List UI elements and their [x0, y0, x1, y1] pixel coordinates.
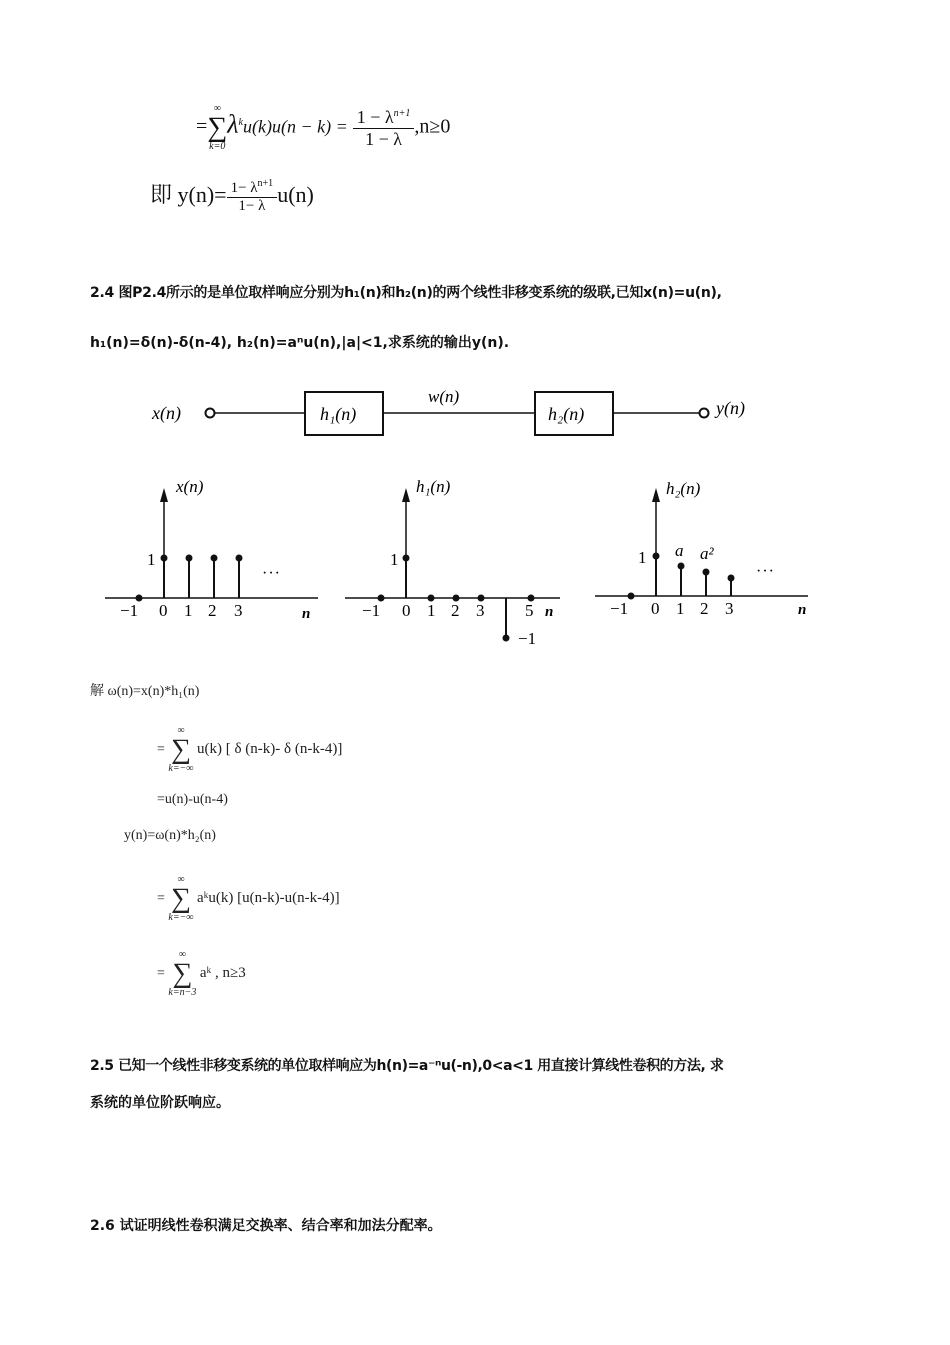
eq1-lambda: λ	[227, 109, 239, 139]
plot-x-stem-dot-2	[211, 555, 218, 562]
equation-y-n	[150, 178, 314, 215]
sol-l5-sum-bottom: k=−∞	[168, 912, 194, 923]
eq2-numerator-exp: n+1	[257, 178, 274, 190]
plot-x-tick-2: 2	[208, 601, 217, 620]
block-diagram	[0, 380, 950, 450]
sol-l5-summation: ∞ ∑ k=−∞	[168, 874, 194, 923]
plot-x-axis-label: n	[302, 606, 311, 622]
plot-x-stem-dot-0	[161, 555, 168, 562]
sol-l6-body: aᵏ , n≥3	[199, 965, 246, 982]
eq1-lambda-exp: k	[238, 116, 243, 128]
eq1-body: u(k)u(n − k) =	[242, 116, 348, 137]
plot-h2-stem-dot-0	[653, 553, 660, 560]
eq1-denominator: 1 − λ	[365, 128, 402, 149]
plot-h2-tick-m1: −1	[610, 599, 629, 618]
plot-x-vaxis-arrow	[160, 488, 168, 502]
plot-h2-unit: 1	[638, 548, 647, 567]
eq1-summation: ∞ ∑ k=0	[207, 103, 228, 152]
plot-x-title: x(n)	[176, 477, 204, 496]
plot-x-tick-0: 0	[159, 601, 168, 620]
plot-x-unit: 1	[147, 550, 156, 569]
eq1-sum-bottom: k=0	[209, 141, 226, 152]
plot-h1-tick-2: 2	[451, 601, 460, 620]
plot-h2-tick-0: 0	[651, 599, 660, 618]
sol-eq-sign-6: =	[157, 966, 165, 982]
plot-h2-stem-dot-2	[703, 569, 710, 576]
block-h1-label: h₁(n)	[320, 404, 357, 424]
eq2-suffix: u(n)	[277, 182, 314, 207]
plot-x-dots: ···	[262, 565, 281, 582]
plot-h2-dots: ···	[756, 563, 775, 580]
plot-h2-axis-label: n	[798, 602, 807, 618]
eq1-sum-top: ∞	[213, 103, 221, 114]
sol-eq-sign-5: =	[157, 891, 165, 907]
sol-l5-sum-top: ∞	[177, 874, 185, 885]
plot-h2-title: h₂(n)	[666, 479, 701, 498]
stem-plots	[0, 470, 950, 655]
eq1-fraction	[353, 107, 415, 150]
plot-x-stem-dot-1	[186, 555, 193, 562]
plot-h1-stem-dot-0	[403, 555, 410, 562]
sol-l2-sum-bottom: k=−∞	[168, 763, 194, 774]
plot-x	[105, 477, 318, 622]
eq1-numerator-exp: n+1	[393, 107, 411, 119]
plot-h1-unit: 1	[390, 550, 399, 569]
plot-h1-tick-5: 5	[525, 601, 534, 620]
solution-line-6	[157, 950, 246, 998]
plot-x-stem-dot-3	[236, 555, 243, 562]
plot-h1-neg-label: −1	[518, 629, 537, 648]
problem-2-5-line-1: 2.5 已知一个线性非移变系统的单位取样响应为h(n)=a⁻ⁿu(-n),0<a<1 用直接计算线性卷积的方法, 求	[90, 1058, 724, 1074]
plot-h2-stem-dot-1	[678, 563, 685, 570]
plot-h2-tick-2: 2	[700, 599, 709, 618]
plot-h2-tick-1: 1	[676, 599, 685, 618]
plot-h1-axis-label: n	[545, 604, 554, 620]
plot-h1-tick-m1: −1	[362, 601, 381, 620]
eq2-fraction	[227, 178, 278, 215]
plot-h1	[345, 477, 560, 648]
eq2-numerator: 1− λ	[230, 180, 258, 197]
equation-sum-result	[196, 104, 450, 152]
sol-l6-sum-bottom: k=n−3	[168, 987, 197, 998]
sol-l6-sum-top: ∞	[178, 949, 186, 960]
problem-2-4-line-1: 2.4 图P2.4所示的是单位取样响应分别为h₁(n)和h₂(n)的两个线性非移变系统的级联,已知x(n)=u(n),	[90, 285, 722, 301]
eq1-numerator: 1 − λ	[356, 106, 394, 127]
sol-l6-summation: ∞ ∑ k=n−3	[168, 949, 197, 998]
plot-h2-a1-label: a	[675, 541, 684, 560]
sol-l5-body: aᵏu(k) [u(n-k)-u(n-k-4)]	[196, 890, 340, 907]
plot-h1-title: h₁(n)	[416, 477, 451, 496]
sol-eq-sign-2: =	[157, 742, 165, 758]
solution-line-4: y(n)=ω(n)*h₂(n)	[124, 828, 216, 843]
diagram-input-label: x(n)	[152, 403, 181, 423]
plot-h2-zero-dot-0	[628, 593, 635, 600]
plot-h2	[595, 479, 808, 618]
output-terminal	[700, 409, 709, 418]
solution-line-3: =u(n)-u(n-4)	[157, 792, 228, 807]
plot-h1-vaxis-arrow	[402, 488, 410, 502]
eq1-lhs: =	[196, 115, 208, 138]
eq2-denominator: 1− λ	[238, 198, 266, 215]
diagram-output-label: y(n)	[716, 398, 745, 418]
plot-x-tick-m1: −1	[120, 601, 139, 620]
solution-line-1: 解 ω(n)=x(n)*h₁(n)	[90, 684, 200, 699]
sol-l2-body: u(k) [ δ (n-k)- δ (n-k-4)]	[196, 741, 343, 758]
sol-l2-summation: ∞ ∑ k=−∞	[168, 725, 194, 774]
solution-line-2	[157, 726, 342, 774]
plot-h2-stem-dot-3	[728, 575, 735, 582]
sol-l2-sum-top: ∞	[177, 725, 185, 736]
plot-h2-vaxis-arrow	[652, 488, 660, 502]
block-h2-label: h₂(n)	[548, 404, 585, 424]
problem-2-5-line-2: 系统的单位阶跃响应。	[90, 1095, 230, 1111]
solution-line-5	[157, 875, 340, 923]
plot-x-tick-1: 1	[184, 601, 193, 620]
eq1-condition: ,n≥0	[414, 115, 451, 138]
problem-2-6-line-1: 2.6 试证明线性卷积满足交换率、结合率和加法分配率。	[90, 1218, 442, 1234]
eq2-prefix: 即 y(n)=	[150, 182, 227, 207]
input-terminal	[206, 409, 215, 418]
plot-h1-tick-1: 1	[427, 601, 436, 620]
plot-h2-tick-3: 3	[725, 599, 734, 618]
plot-h1-stem-dot-4	[503, 635, 510, 642]
plot-h1-tick-0: 0	[402, 601, 411, 620]
plot-h1-tick-3: 3	[476, 601, 485, 620]
plot-h2-a2-label: a²	[700, 544, 714, 563]
problem-2-4-line-2: h₁(n)=δ(n)-δ(n-4), h₂(n)=aⁿu(n),|a|<1,求系统的输出y(n).	[90, 335, 510, 351]
plot-x-tick-3: 3	[234, 601, 243, 620]
diagram-middle-label: w(n)	[428, 387, 460, 406]
